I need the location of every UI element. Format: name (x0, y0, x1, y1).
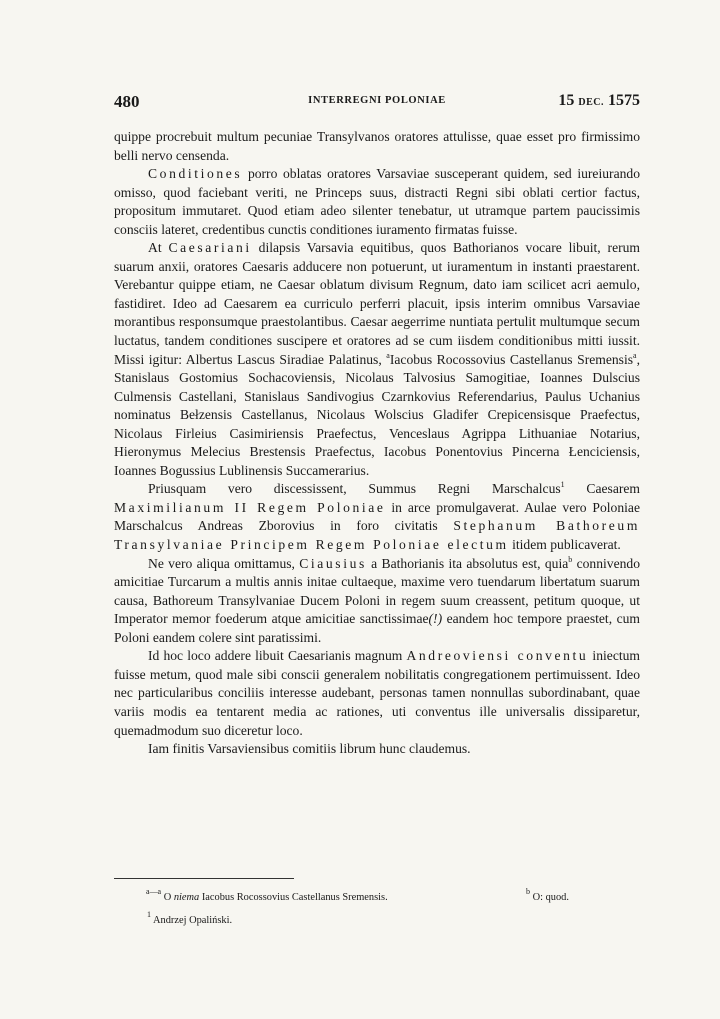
footnote-rule (114, 878, 294, 879)
paragraph (114, 480, 640, 554)
main-text (114, 128, 640, 759)
footnote-1 (147, 910, 233, 926)
paragraph (114, 165, 640, 239)
footnote-a: $^{a—a}$ O niema Iacobus Rocossovius Castellanus Sremensis. (146, 887, 388, 903)
text-run: At (148, 240, 169, 256)
text-run: eandem hoc tempore praestet, cum Poloni eandem colere sint paratissimi. (114, 611, 640, 645)
paragraph (114, 128, 640, 165)
text-run: a Bathorianis ita absolutus est, quia (366, 555, 569, 571)
note-marker: b (568, 554, 573, 564)
text-run: Iacobus Rocossovius Castellanus Sremensis (389, 351, 634, 367)
text-run: (!) (428, 611, 443, 627)
spaced-text: Conditiones (148, 166, 243, 182)
text-run: , Stanislaus Gostomius Sochacoviensis, Nicolaus Talvosius Samogitiae, Ioannes Dulscius Culmensis Castellani, Stanislaus Sandivogius Czarnkovius Referendarius, Paulus Uchanius nominatus Bełzensis Castellanus, Nicolaus Wolscius Gladifer Crepicensisque Praefectus, Nicolaus Firleius Casimiriensis Praefectus, Venceslaus Agrippa Lithuaniae Notarius, Hieronymus Melecius Brestensis Praefectus, Iacobus Ponentovius Pincerna Łenciciensis, Ioannes Bogussius Lublinensis Succamerarius. (114, 351, 640, 478)
note-marker: a (386, 350, 390, 360)
date-year: 1575 (608, 92, 640, 109)
text-run: Iam finitis Varsaviensibus comitiis librum hunc claudemus. (148, 741, 471, 757)
spaced-text: Stephanum Bathoreum Transylvaniae Principem Regem Poloniae electum (114, 518, 640, 553)
running-header (114, 92, 640, 114)
text-run: iniectum fuisse metum, quod male sibi conscii generalem nobilitatis congregationem pertimuissent. Ideo nec particularibus conciliis interesse audebant, personas tamen nonnullas subordinabant, quae variis modis ea tentarent media ac rationes, uti conventus ille universalis dissiparetur, quemadmodum suo diceretur loco. (114, 648, 640, 738)
footnote-a-word: niema (173, 892, 200, 903)
text-run: itidem publicaverat. (508, 537, 621, 553)
paragraph (114, 740, 640, 759)
paragraph (114, 555, 640, 648)
text-run: Caesarem (564, 481, 640, 497)
text-run: connivendo amicitiae Turcarum a multis annis initae cultaeque, maxime vero tuendarum libertatum suarum causa, Bathoreum Transylvaniae Ducem Poloni in regem suum creassent, petitum quoque, ut Imperator memor foederum atque amicitiae sanctissimae (114, 555, 640, 627)
footnote-b-marker: b (526, 887, 530, 896)
spaced-text: Caesariani (168, 240, 252, 256)
running-title: INTERREGNI POLONIAE (308, 95, 446, 106)
footnote-a-text: Iacobus Rocossovius Castellanus Sremensis. (201, 892, 388, 903)
page-number: 480 (114, 92, 140, 111)
text-run: dilapsis Varsavia equitibus, quos Bathorianos vocare libuit, rerum suarum anxii, oratores Caesaris adducere non potuerunt, ut iuramentum in instanti praestarent. Verebantur quippe etiam, ne Caesar oblatum divisum Regnum, dato iam scilicet acri aemulo, fastidiret. Ideo ad Caesarem ea curriculo perferri placuit, ipsis interim omnibus Varsaviae morantibus responsumque praestolantibus. Caesar aegerrime nuntiata pertulit multumque secum luctatus, tandem conditiones suscipere et oratores ad se cum iisdem conditionibus mitti iussit. Missi igitur: Albertus Lascus Siradiae Palatinus, (114, 240, 640, 367)
paragraph (114, 239, 640, 480)
date-month: DEC. (578, 97, 604, 108)
footnote-a-marker: a—a (146, 887, 162, 896)
footnote-1-marker: 1 (147, 910, 151, 919)
spaced-text: Ciausius (299, 555, 367, 571)
header-date (558, 92, 640, 110)
spaced-text: Andreoviensi conventu (406, 648, 589, 664)
spaced-text: Maximilianum II Regem Poloniae (114, 499, 386, 515)
footnote-b-text: O: quod. (532, 892, 569, 903)
text-run: porro oblatas oratores Varsaviae susceperant quidem, sed iureiurando omisso, quod faciebant veriti, ne Princeps suus, distracti Regni sibi oblati certior factus, propositum immutaret. Quod etiam adeo silenter tenebatur, ut utramque partem paucissimis consciis lateret, credentibus cunctis conditiones iuramento firmatas fuisse. (114, 166, 640, 237)
text-run: quippe procrebuit multum pecuniae Transylvanos oratores attulisse, quae esset pro firmissimo belli nervo censenda. (114, 129, 640, 163)
note-marker: 1 (560, 480, 565, 490)
date-day: 15 (558, 92, 575, 109)
text-run: in arce promulgaverat. Aulae vero Poloniae Marschalcus Andreas Zborovius in foro civitatis (114, 499, 640, 534)
text-run: Id hoc loco addere libuit Caesarianis magnum (148, 648, 407, 664)
footnote-b (526, 887, 569, 903)
paragraph (114, 647, 640, 740)
text-run: Priusquam vero discessissent, Summus Regni Marschalcus (148, 481, 561, 497)
note-marker: a (633, 350, 637, 360)
footnote-1-text: Andrzej Opaliński. (153, 915, 233, 926)
text-run: Ne vero aliqua omittamus, (148, 555, 300, 571)
